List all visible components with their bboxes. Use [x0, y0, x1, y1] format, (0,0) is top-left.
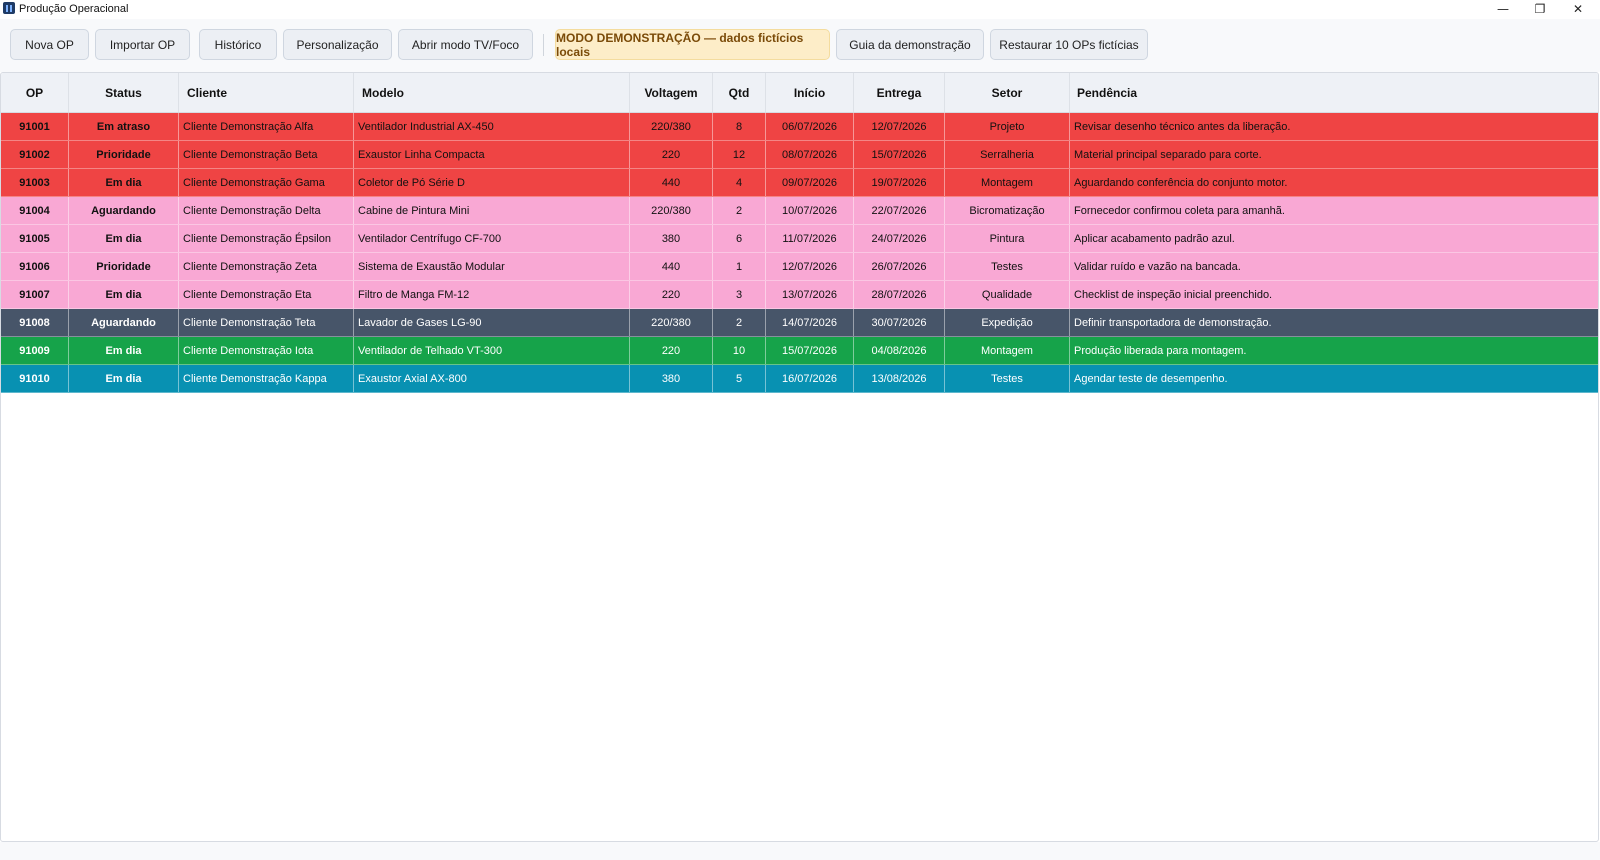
- cell-cliente: Cliente Demonstração Iota: [179, 337, 354, 364]
- cell-inicio: 12/07/2026: [766, 253, 854, 280]
- cell-entrega: 19/07/2026: [854, 169, 945, 196]
- table-row[interactable]: [1, 309, 1599, 337]
- orders-table: [0, 72, 1599, 842]
- table-row[interactable]: [1, 225, 1599, 253]
- cell-cliente: Cliente Demonstração Eta: [179, 281, 354, 308]
- cell-cliente: Cliente Demonstração Zeta: [179, 253, 354, 280]
- cell-cliente: Cliente Demonstração Alfa: [179, 113, 354, 140]
- cell-pendencia: Validar ruído e vazão na bancada.: [1074, 260, 1241, 273]
- cell-pendencia: Material principal separado para corte.: [1074, 148, 1262, 161]
- cell-setor: Montagem: [945, 169, 1070, 196]
- cell-setor: Qualidade: [945, 281, 1070, 308]
- cell-qtd: 12: [713, 141, 766, 168]
- title-bar: [0, 0, 1600, 19]
- table-row[interactable]: [1, 365, 1599, 393]
- column-header-status[interactable]: Status: [69, 73, 179, 112]
- cell-cliente: Cliente Demonstração Kappa: [179, 365, 354, 392]
- cell-cliente: Cliente Demonstração Teta: [179, 309, 354, 336]
- table-row[interactable]: [1, 169, 1599, 197]
- cell-modelo: Filtro de Manga FM-12: [354, 281, 630, 308]
- cell-setor: Serralheria: [945, 141, 1070, 168]
- cell-inicio: 14/07/2026: [766, 309, 854, 336]
- table-header: [1, 73, 1599, 113]
- cell-status: Prioridade: [69, 141, 179, 168]
- cell-status: Em dia: [69, 225, 179, 252]
- table-row[interactable]: [1, 281, 1599, 309]
- column-header-voltagem[interactable]: Voltagem: [630, 73, 713, 112]
- cell-voltagem: 220/380: [630, 197, 713, 224]
- toolbar-divider: [543, 34, 544, 56]
- cell-voltagem: 380: [630, 225, 713, 252]
- cell-setor: Testes: [945, 365, 1070, 392]
- cell-setor: Bicromatização: [945, 197, 1070, 224]
- cell-status: Aguardando: [69, 309, 179, 336]
- cell-voltagem: 220/380: [630, 113, 713, 140]
- column-header-setor[interactable]: Setor: [945, 73, 1070, 112]
- cell-cliente: Cliente Demonstração Épsilon: [179, 225, 354, 252]
- cell-qtd: 2: [713, 197, 766, 224]
- cell-pendencia: Definir transportadora de demonstração.: [1074, 316, 1272, 329]
- cell-op: 91009: [1, 337, 69, 364]
- cell-modelo: Exaustor Axial AX-800: [354, 365, 630, 392]
- cell-voltagem: 440: [630, 169, 713, 196]
- cell-status: Em dia: [69, 365, 179, 392]
- cell-cliente: Cliente Demonstração Gama: [179, 169, 354, 196]
- cell-setor: Pintura: [945, 225, 1070, 252]
- cell-status: Aguardando: [69, 197, 179, 224]
- cell-pendencia: Revisar desenho técnico antes da liberação.: [1074, 120, 1291, 133]
- cell-qtd: 2: [713, 309, 766, 336]
- table-row[interactable]: [1, 113, 1599, 141]
- demo-guide-button[interactable]: Guia da demonstração: [836, 29, 984, 60]
- new-op-button[interactable]: Nova OP: [10, 29, 89, 60]
- cell-setor: Projeto: [945, 113, 1070, 140]
- cell-inicio: 11/07/2026: [766, 225, 854, 252]
- restore-demo-ops-button[interactable]: Restaurar 10 OPs fictícias: [990, 29, 1148, 60]
- column-header-op[interactable]: OP: [1, 73, 69, 112]
- cell-setor: Testes: [945, 253, 1070, 280]
- cell-cliente: Cliente Demonstração Delta: [179, 197, 354, 224]
- cell-op: 91003: [1, 169, 69, 196]
- cell-inicio: 10/07/2026: [766, 197, 854, 224]
- cell-modelo: Ventilador Centrífugo CF-700: [354, 225, 630, 252]
- cell-pendencia: Agendar teste de desempenho.: [1074, 372, 1228, 385]
- cell-entrega: 22/07/2026: [854, 197, 945, 224]
- status-strip: [0, 842, 1600, 860]
- cell-op: 91006: [1, 253, 69, 280]
- minimize-icon[interactable]: —: [1497, 2, 1509, 16]
- cell-modelo: Ventilador de Telhado VT-300: [354, 337, 630, 364]
- cell-inicio: 15/07/2026: [766, 337, 854, 364]
- close-icon[interactable]: ✕: [1572, 2, 1584, 16]
- cell-modelo: Ventilador Industrial AX-450: [354, 113, 630, 140]
- cell-op: 91002: [1, 141, 69, 168]
- cell-op: 91001: [1, 113, 69, 140]
- cell-entrega: 30/07/2026: [854, 309, 945, 336]
- restore-icon[interactable]: ❐: [1534, 2, 1546, 16]
- table-row[interactable]: [1, 253, 1599, 281]
- cell-voltagem: 380: [630, 365, 713, 392]
- history-button[interactable]: Histórico: [199, 29, 277, 60]
- cell-status: Em dia: [69, 337, 179, 364]
- cell-entrega: 04/08/2026: [854, 337, 945, 364]
- cell-qtd: 5: [713, 365, 766, 392]
- cell-qtd: 10: [713, 337, 766, 364]
- window-title: Produção Operacional: [19, 3, 129, 15]
- import-op-button[interactable]: Importar OP: [95, 29, 190, 60]
- cell-setor: Montagem: [945, 337, 1070, 364]
- cell-op: 91008: [1, 309, 69, 336]
- cell-status: Prioridade: [69, 253, 179, 280]
- cell-modelo: Cabine de Pintura Mini: [354, 197, 630, 224]
- cell-entrega: 26/07/2026: [854, 253, 945, 280]
- column-header-pendencia[interactable]: Pendência: [1077, 85, 1138, 100]
- cell-qtd: 1: [713, 253, 766, 280]
- cell-cliente: Cliente Demonstração Beta: [179, 141, 354, 168]
- toolbar: [0, 19, 1600, 72]
- app-icon: [3, 2, 15, 14]
- customize-button[interactable]: Personalização: [283, 29, 392, 60]
- cell-status: Em dia: [69, 169, 179, 196]
- cell-voltagem: 440: [630, 253, 713, 280]
- cell-modelo: Exaustor Linha Compacta: [354, 141, 630, 168]
- cell-entrega: 24/07/2026: [854, 225, 945, 252]
- cell-setor: Expedição: [945, 309, 1070, 336]
- cell-entrega: 28/07/2026: [854, 281, 945, 308]
- table-row[interactable]: [1, 197, 1599, 225]
- table-row[interactable]: [1, 337, 1599, 365]
- cell-voltagem: 220: [630, 281, 713, 308]
- tv-mode-button[interactable]: Abrir modo TV/Foco: [398, 29, 533, 60]
- cell-pendencia: Aguardando conferência do conjunto motor.: [1074, 176, 1288, 189]
- column-header-modelo[interactable]: Modelo: [354, 73, 630, 112]
- cell-inicio: 09/07/2026: [766, 169, 854, 196]
- cell-entrega: 15/07/2026: [854, 141, 945, 168]
- cell-entrega: 13/08/2026: [854, 365, 945, 392]
- cell-op: 91007: [1, 281, 69, 308]
- cell-inicio: 13/07/2026: [766, 281, 854, 308]
- cell-pendencia: Checklist de inspeção inicial preenchido.: [1074, 288, 1273, 301]
- column-header-cliente[interactable]: Cliente: [179, 73, 354, 112]
- column-header-qtd[interactable]: Qtd: [713, 73, 766, 112]
- cell-voltagem: 220: [630, 337, 713, 364]
- cell-qtd: 8: [713, 113, 766, 140]
- cell-pendencia: Aplicar acabamento padrão azul.: [1074, 232, 1235, 245]
- cell-status: Em dia: [69, 281, 179, 308]
- cell-voltagem: 220: [630, 141, 713, 168]
- cell-modelo: Coletor de Pó Série D: [354, 169, 630, 196]
- cell-qtd: 6: [713, 225, 766, 252]
- cell-inicio: 08/07/2026: [766, 141, 854, 168]
- cell-inicio: 06/07/2026: [766, 113, 854, 140]
- cell-op: 91004: [1, 197, 69, 224]
- cell-qtd: 3: [713, 281, 766, 308]
- cell-op: 91010: [1, 365, 69, 392]
- column-header-inicio[interactable]: Início: [766, 73, 854, 112]
- cell-entrega: 12/07/2026: [854, 113, 945, 140]
- cell-status: Em atraso: [69, 113, 179, 140]
- cell-modelo: Lavador de Gases LG-90: [354, 309, 630, 336]
- cell-inicio: 16/07/2026: [766, 365, 854, 392]
- cell-modelo: Sistema de Exaustão Modular: [354, 253, 630, 280]
- cell-voltagem: 220/380: [630, 309, 713, 336]
- cell-op: 91005: [1, 225, 69, 252]
- cell-qtd: 4: [713, 169, 766, 196]
- column-header-entrega[interactable]: Entrega: [854, 73, 945, 112]
- cell-pendencia: Produção liberada para montagem.: [1074, 344, 1247, 357]
- cell-pendencia: Fornecedor confirmou coleta para amanhã.: [1074, 204, 1285, 217]
- table-row[interactable]: [1, 141, 1599, 169]
- demo-mode-badge: MODO DEMONSTRAÇÃO — dados fictícios locais: [555, 29, 830, 60]
